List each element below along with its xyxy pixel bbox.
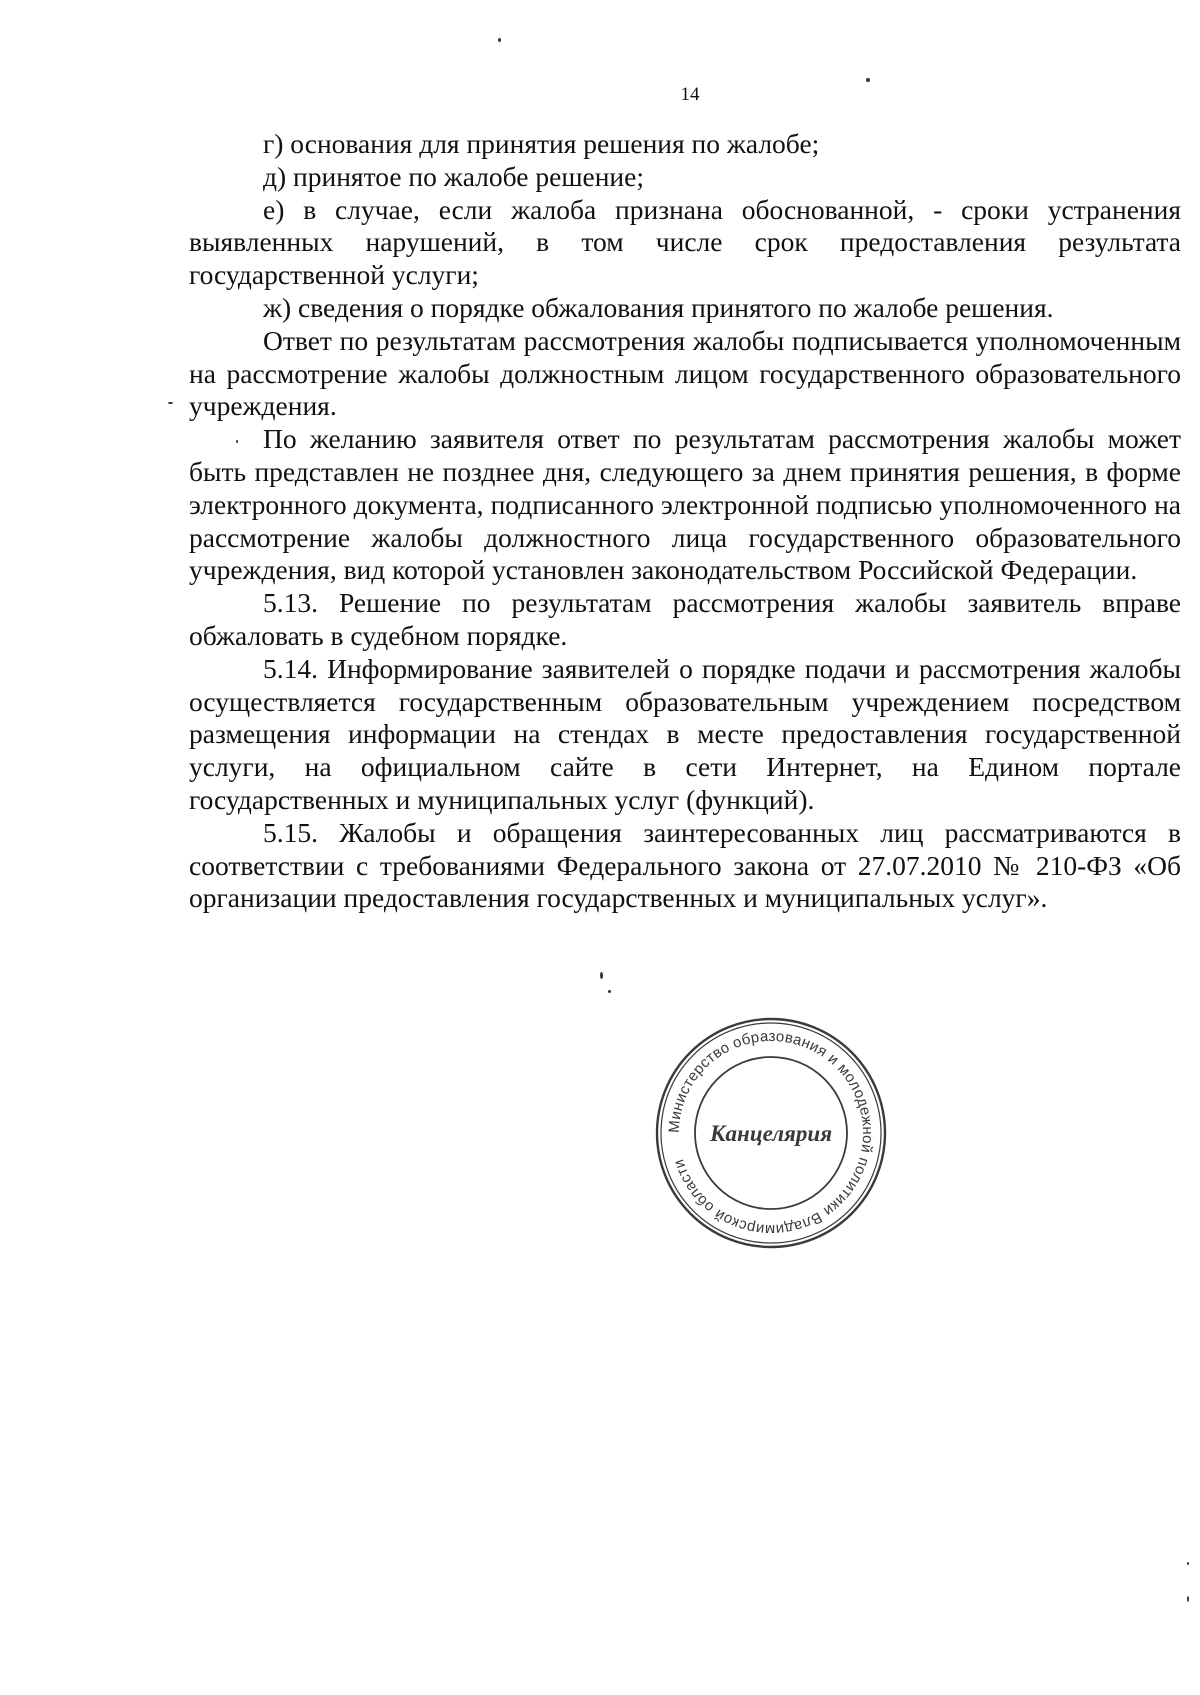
scan-speck (498, 38, 501, 42)
paragraph: ж) сведения о порядке обжалования принятого по жалобе решения. (263, 291, 1054, 323)
document-body (189, 128, 1181, 915)
paragraph: е) в случае, если жалоба признана обоснованной, - сроки устранения выявленных нарушений, в том числе срок предоставления результата государственной услуги; (189, 193, 1181, 291)
scan-speck (600, 972, 603, 979)
scan-speck (236, 440, 238, 443)
paragraph: Ответ по результатам рассмотрения жалобы подписывается уполномоченным на рассмотрение жалобы должностным лицом государственного образовательного учреждения. (189, 324, 1181, 422)
scan-speck (1187, 1596, 1189, 1602)
stamp-center-text: Канцелярия (709, 1121, 833, 1146)
paragraph: д) принятое по жалобе решение; (263, 160, 644, 192)
scan-speck (1187, 1562, 1189, 1565)
scan-speck (168, 402, 173, 404)
stamp-ring-text: Министерство образования и молодежной политики Владимирской области (665, 1027, 877, 1239)
scan-speck (866, 78, 870, 82)
official-stamp (653, 1015, 889, 1251)
paragraph: г) основания для принятия решения по жалобе; (263, 128, 820, 159)
scan-speck (608, 990, 611, 993)
page-number: 14 (680, 84, 700, 105)
paragraph: 5.13. Решение по результатам рассмотрения жалобы заявитель вправе обжаловать в судебном порядке. (189, 587, 1181, 651)
paragraph: 5.15. Жалобы и обращения заинтересованных лиц рассматриваются в соответствии с требованиями Федерального закона от 27.07.2010 № 210-ФЗ «Об организации предоставления государственных и муниципальных услуг». (189, 816, 1181, 914)
paragraph: 5.14. Информирование заявителей о порядке подачи и рассмотрения жалобы осуществляется государственным образовательным учреждением посредством размещения информации на стендах в месте предоставления государственной услуги, на официальном сайте в сети Интернет, на Едином портале государственных и муниципальных услуг (функций). (189, 652, 1181, 815)
paragraph: По желанию заявителя ответ по результатам рассмотрения жалобы может быть представлен не позднее дня, следующего за днем принятия решения, в форме электронного документа, подписанного электронной подписью уполномоченного на рассмотрение жалобы должностного лица государственного образовательного учреждения, вид которой установлен законодательством Российской Федерации. (189, 423, 1181, 586)
